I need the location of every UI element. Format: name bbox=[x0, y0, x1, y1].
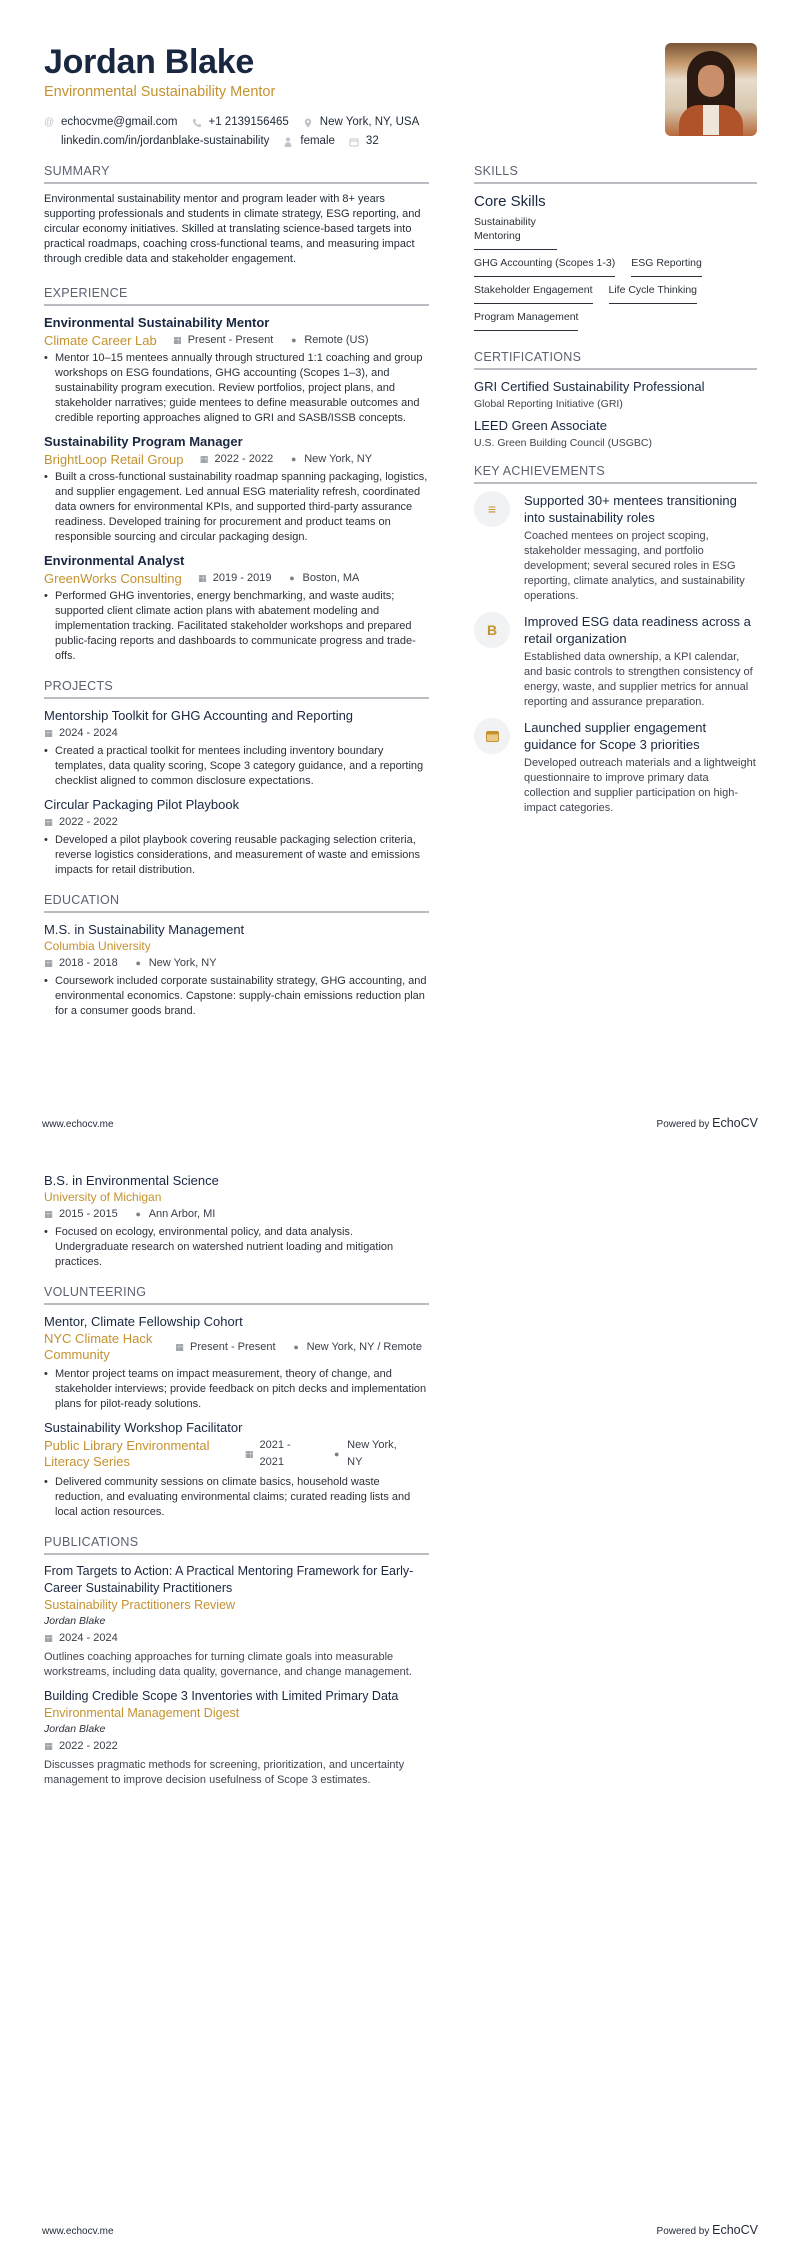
volunteer-role: Mentor, Climate Fellowship Cohort bbox=[44, 1314, 243, 1329]
calendar-icon: ▦ bbox=[44, 728, 53, 738]
section-title: SKILLS bbox=[474, 163, 757, 184]
contact-row-2 bbox=[44, 132, 684, 151]
publication-author: Jordan Blake bbox=[44, 1615, 106, 1627]
footer-powered: Powered by EchoCV bbox=[656, 1116, 758, 1130]
publication-item bbox=[44, 1688, 429, 1788]
section-title: PUBLICATIONS bbox=[44, 1534, 429, 1555]
job-location: Boston, MA bbox=[302, 572, 360, 584]
publication-venue: Environmental Management Digest bbox=[44, 1706, 240, 1720]
map-pin-icon: ● bbox=[289, 573, 295, 583]
job-dates: 2019 - 2019 bbox=[212, 572, 272, 584]
map-pin-icon: ● bbox=[290, 454, 297, 464]
map-pin-icon: ● bbox=[135, 958, 141, 968]
contact-phone[interactable] bbox=[192, 113, 289, 132]
volunteer-dates: Present - Present bbox=[190, 1340, 276, 1353]
candidate-name: Jordan Blake bbox=[44, 43, 254, 81]
linkedin-text: linkedin.com/in/jordanblake-sustainability bbox=[61, 135, 270, 147]
achievement-desc: Established data ownership, a KPI calendar, and basic controls to strengthen consistency of energy, waste, and supplier metrics for annual reporting and assurance preparation. bbox=[524, 651, 753, 708]
volunteer-item bbox=[44, 1313, 429, 1412]
left-column bbox=[44, 163, 429, 1026]
skills-list bbox=[474, 215, 757, 337]
project-bullet: • Developed a pilot playbook covering reusable packaging selection criteria, reverse logistics considerations, and measurement of waste and emissions impacts for retail distribution. bbox=[44, 833, 429, 878]
map-pin-icon: ● bbox=[293, 1341, 299, 1352]
degree: M.S. in Sustainability Management bbox=[44, 922, 245, 937]
contact-gender bbox=[283, 132, 335, 151]
publication-dates: 2024 - 2024 bbox=[59, 1632, 118, 1644]
achievements-section bbox=[474, 463, 757, 816]
footer-site-link[interactable]: www.echocv.me bbox=[42, 1119, 114, 1130]
certifications-section bbox=[474, 349, 757, 451]
letter-b-icon: B bbox=[474, 612, 510, 648]
footer-powered: Powered by EchoCV bbox=[656, 2223, 758, 2237]
volunteer-org: Public Library Environmental Literacy Series bbox=[44, 1438, 210, 1469]
skill-chip: GHG Accounting (Scopes 1-3) bbox=[474, 256, 615, 277]
section-title: KEY ACHIEVEMENTS bbox=[474, 463, 757, 484]
education-item bbox=[44, 921, 429, 1019]
achievement-item bbox=[474, 613, 757, 710]
section-title: PROJECTS bbox=[44, 678, 429, 699]
location-text: New York, NY, USA bbox=[319, 116, 420, 128]
footer-site-link[interactable]: www.echocv.me bbox=[42, 2226, 114, 2237]
resume-header bbox=[44, 42, 684, 151]
volunteer-bullet: • Delivered community sessions on climate basics, household waste reduction, and evaluating environmental claims; curated reading lists and local action resources. bbox=[44, 1475, 429, 1520]
calendar-icon: ▦ bbox=[199, 454, 209, 464]
project-title: Circular Packaging Pilot Playbook bbox=[44, 797, 240, 812]
section-title: SUMMARY bbox=[44, 163, 429, 184]
calendar-icon: ▦ bbox=[172, 335, 182, 345]
volunteer-location: New York, NY bbox=[347, 1439, 397, 1468]
volunteering-section bbox=[44, 1284, 429, 1520]
calendar-icon: ▦ bbox=[175, 1341, 184, 1352]
education-dates: 2018 - 2018 bbox=[59, 957, 118, 969]
menu-lines-icon: ≡ bbox=[474, 491, 510, 527]
calendar-icon: ▦ bbox=[44, 1633, 53, 1643]
phone-icon bbox=[192, 118, 202, 128]
publication-title: From Targets to Action: A Practical Mentoring Framework for Early-Career Sustainability Practitioners bbox=[44, 1564, 414, 1595]
volunteer-role: Sustainability Workshop Facilitator bbox=[44, 1420, 243, 1435]
education-item bbox=[44, 1172, 429, 1270]
calendar-icon: ▦ bbox=[244, 1448, 254, 1459]
job-dates: 2022 - 2022 bbox=[214, 453, 274, 465]
job-location: Remote (US) bbox=[304, 334, 369, 346]
volunteer-item bbox=[44, 1419, 429, 1520]
experience-item bbox=[44, 314, 429, 426]
contact-linkedin[interactable] bbox=[61, 132, 269, 151]
job-meta bbox=[44, 332, 429, 349]
map-pin-icon: ● bbox=[291, 335, 297, 345]
project-dates: 2022 - 2022 bbox=[59, 816, 118, 828]
summary-text: Environmental sustainability mentor and program leader with 8+ years supporting professionals and students in climate strategy, ESG reporting, and circular economy initiatives. Skilled at translating science-based targets into practical roadmaps, coaching cross-functional teams, and measuring impact through credible data and stakeholder engagement. bbox=[44, 193, 421, 265]
publication-author: Jordan Blake bbox=[44, 1723, 106, 1735]
job-bullet: • Performed GHG inventories, energy benchmarking, and waste audits; supported client climate action plans with abatement modeling and implementation tracking. Facilitated stakeholder workshops and prepared public-facing reports and dashboards to communicate progress and trade-offs. bbox=[44, 589, 429, 664]
publications-section bbox=[44, 1534, 429, 1788]
calendar-icon bbox=[474, 718, 510, 754]
publication-dates: 2022 - 2022 bbox=[59, 1740, 118, 1752]
degree: B.S. in Environmental Science bbox=[44, 1173, 219, 1188]
education-location: New York, NY bbox=[148, 957, 217, 969]
map-pin-icon: ● bbox=[334, 1448, 340, 1459]
experience-section bbox=[44, 285, 429, 664]
experience-item bbox=[44, 433, 429, 545]
project-title: Mentorship Toolkit for GHG Accounting and Reporting bbox=[44, 708, 354, 723]
job-title: Sustainability Program Manager bbox=[44, 434, 243, 449]
company-name: BrightLoop Retail Group bbox=[44, 452, 184, 467]
job-title: Environmental Sustainability Mentor bbox=[44, 315, 270, 330]
company-name: GreenWorks Consulting bbox=[44, 571, 182, 586]
at-icon: @ bbox=[44, 116, 55, 128]
calendar-icon: ▦ bbox=[44, 958, 53, 968]
project-dates: 2024 - 2024 bbox=[59, 727, 118, 739]
certification-item bbox=[474, 417, 757, 451]
skill-chip: Stakeholder Engagement bbox=[474, 283, 593, 304]
job-bullet: • Mentor 10–15 mentees annually through structured 1:1 coaching and group workshops on ESG foundations, GHG accounting (Scopes 1–3), and sustainability program execution. Review portfolios, project plans, and stakeholder narratives; guide mentees to define measurable outcomes and credible reporting approaches aligned to GRI and SASB/ISSB concepts. bbox=[44, 351, 429, 426]
map-pin-icon: ● bbox=[135, 1209, 141, 1219]
achievement-title: Improved ESG data readiness across a retail organization bbox=[524, 614, 751, 646]
projects-section bbox=[44, 678, 429, 878]
contact-location bbox=[303, 113, 420, 132]
age-text: 32 bbox=[365, 135, 379, 147]
job-meta bbox=[44, 451, 429, 468]
calendar-icon: ▦ bbox=[198, 573, 207, 583]
page-footer bbox=[42, 2223, 758, 2237]
publication-title: Building Credible Scope 3 Inventories with Limited Primary Data bbox=[44, 1689, 399, 1703]
certification-name: LEED Green Associate bbox=[474, 418, 607, 433]
section-title: EXPERIENCE bbox=[44, 285, 429, 306]
education-bullet: • Focused on ecology, environmental policy, and data analysis. Undergraduate research on watershed nutrient loading and mitigation practices. bbox=[44, 1225, 429, 1270]
volunteer-bullet: • Mentor project teams on impact measurement, theory of change, and stakeholder interviews; provide feedback on pitch decks and implementation plans for pilot-ready solutions. bbox=[44, 1367, 429, 1412]
publication-desc: Discusses pragmatic methods for screening, prioritization, and uncertainty management to improve decision usefulness of Scope 3 estimates. bbox=[44, 1759, 405, 1786]
achievement-item bbox=[474, 719, 757, 816]
gender-text: female bbox=[300, 135, 335, 147]
certification-issuer: Global Reporting Initiative (GRI) bbox=[474, 398, 623, 410]
section-title: EDUCATION bbox=[44, 892, 429, 913]
achievement-item bbox=[474, 492, 757, 604]
skills-group-title: Core Skills bbox=[474, 193, 546, 210]
job-title: Environmental Analyst bbox=[44, 553, 185, 568]
achievement-title: Launched supplier engagement guidance for Scope 3 priorities bbox=[524, 720, 707, 752]
summary-section bbox=[44, 163, 429, 267]
project-item bbox=[44, 796, 429, 878]
education-location: Ann Arbor, MI bbox=[148, 1208, 216, 1220]
company-name: Climate Career Lab bbox=[44, 333, 157, 348]
publication-item bbox=[44, 1563, 429, 1680]
job-dates: Present - Present bbox=[187, 334, 274, 346]
education-dates: 2015 - 2015 bbox=[59, 1208, 118, 1220]
footer-brand[interactable]: EchoCV bbox=[712, 1116, 758, 1130]
certification-name: GRI Certified Sustainability Professional bbox=[474, 379, 705, 394]
volunteer-dates: 2021 - 2021 bbox=[259, 1439, 291, 1468]
calendar-icon: ▦ bbox=[44, 817, 53, 827]
publication-venue: Sustainability Practitioners Review bbox=[44, 1598, 236, 1612]
project-item bbox=[44, 707, 429, 789]
certification-item bbox=[474, 378, 757, 412]
contact-row-1 bbox=[44, 113, 684, 132]
right-column bbox=[474, 163, 757, 825]
achievement-desc: Coached mentees on project scoping, stakeholder messaging, and portfolio development; several secured roles in ESG reporting, climate analytics, and sustainability operations. bbox=[524, 530, 745, 602]
volunteer-location: New York, NY / Remote bbox=[306, 1340, 422, 1353]
skills-section bbox=[474, 163, 757, 337]
contact-email[interactable] bbox=[44, 113, 178, 132]
publication-desc: Outlines coaching approaches for turning climate goals into measurable workstreams, including data quality, governance, and change management. bbox=[44, 1651, 412, 1678]
education-section bbox=[44, 892, 429, 1019]
section-title: VOLUNTEERING bbox=[44, 1284, 429, 1305]
skill-chip: Sustainability Mentoring bbox=[474, 215, 557, 250]
skill-chip: ESG Reporting bbox=[631, 256, 702, 277]
calendar-icon: ▦ bbox=[44, 1741, 53, 1751]
person-icon bbox=[283, 137, 293, 147]
candidate-title: Environmental Sustainability Mentor bbox=[44, 84, 276, 100]
job-meta bbox=[44, 570, 429, 587]
resume-page-2 bbox=[0, 1123, 794, 2246]
school-name: Columbia University bbox=[44, 939, 151, 953]
footer-brand[interactable]: EchoCV bbox=[712, 2223, 758, 2237]
project-bullet: • Created a practical toolkit for mentees including inventory boundary templates, data quality scoring, Scope 3 category guidance, and a reporting checklist aligned to common disclosure expectations. bbox=[44, 744, 429, 789]
phone-text: +1 2139156465 bbox=[208, 116, 289, 128]
contact-info bbox=[44, 113, 684, 151]
achievement-title: Supported 30+ mentees transitioning into sustainability roles bbox=[524, 493, 737, 525]
job-location: New York, NY bbox=[304, 453, 373, 465]
left-column-continued bbox=[44, 1172, 429, 1796]
school-name: University of Michigan bbox=[44, 1190, 162, 1204]
map-pin-icon bbox=[303, 118, 313, 128]
education-bullet: • Coursework included corporate sustainability strategy, GHG accounting, and environmental economics. Capstone: supply-chain emissions reduction plan for a consumer goods brand. bbox=[44, 974, 429, 1019]
calendar-icon: ▦ bbox=[44, 1209, 53, 1219]
skill-chip: Program Management bbox=[474, 310, 578, 331]
profile-photo bbox=[665, 43, 757, 136]
volunteer-org: NYC Climate Hack Community bbox=[44, 1331, 153, 1362]
contact-age bbox=[349, 132, 379, 151]
achievement-desc: Developed outreach materials and a lightweight questionnaire to improve primary data collection and supplier participation on high-impact categories. bbox=[524, 757, 756, 814]
experience-item bbox=[44, 552, 429, 664]
certification-issuer: U.S. Green Building Council (USGBC) bbox=[474, 437, 652, 449]
section-title: CERTIFICATIONS bbox=[474, 349, 757, 370]
skill-chip: Life Cycle Thinking bbox=[609, 283, 698, 304]
email-text: echocvme@gmail.com bbox=[61, 116, 178, 128]
job-bullet: • Built a cross-functional sustainability roadmap spanning packaging, logistics, and supplier engagement. Led annual ESG materiality refresh, coordinated data owners for environmental KPIs, and supported third-party assurance readiness. Developed training for procurement and product teams on responsible sourcing and circular packaging design. bbox=[44, 470, 429, 545]
calendar-icon bbox=[349, 137, 359, 147]
